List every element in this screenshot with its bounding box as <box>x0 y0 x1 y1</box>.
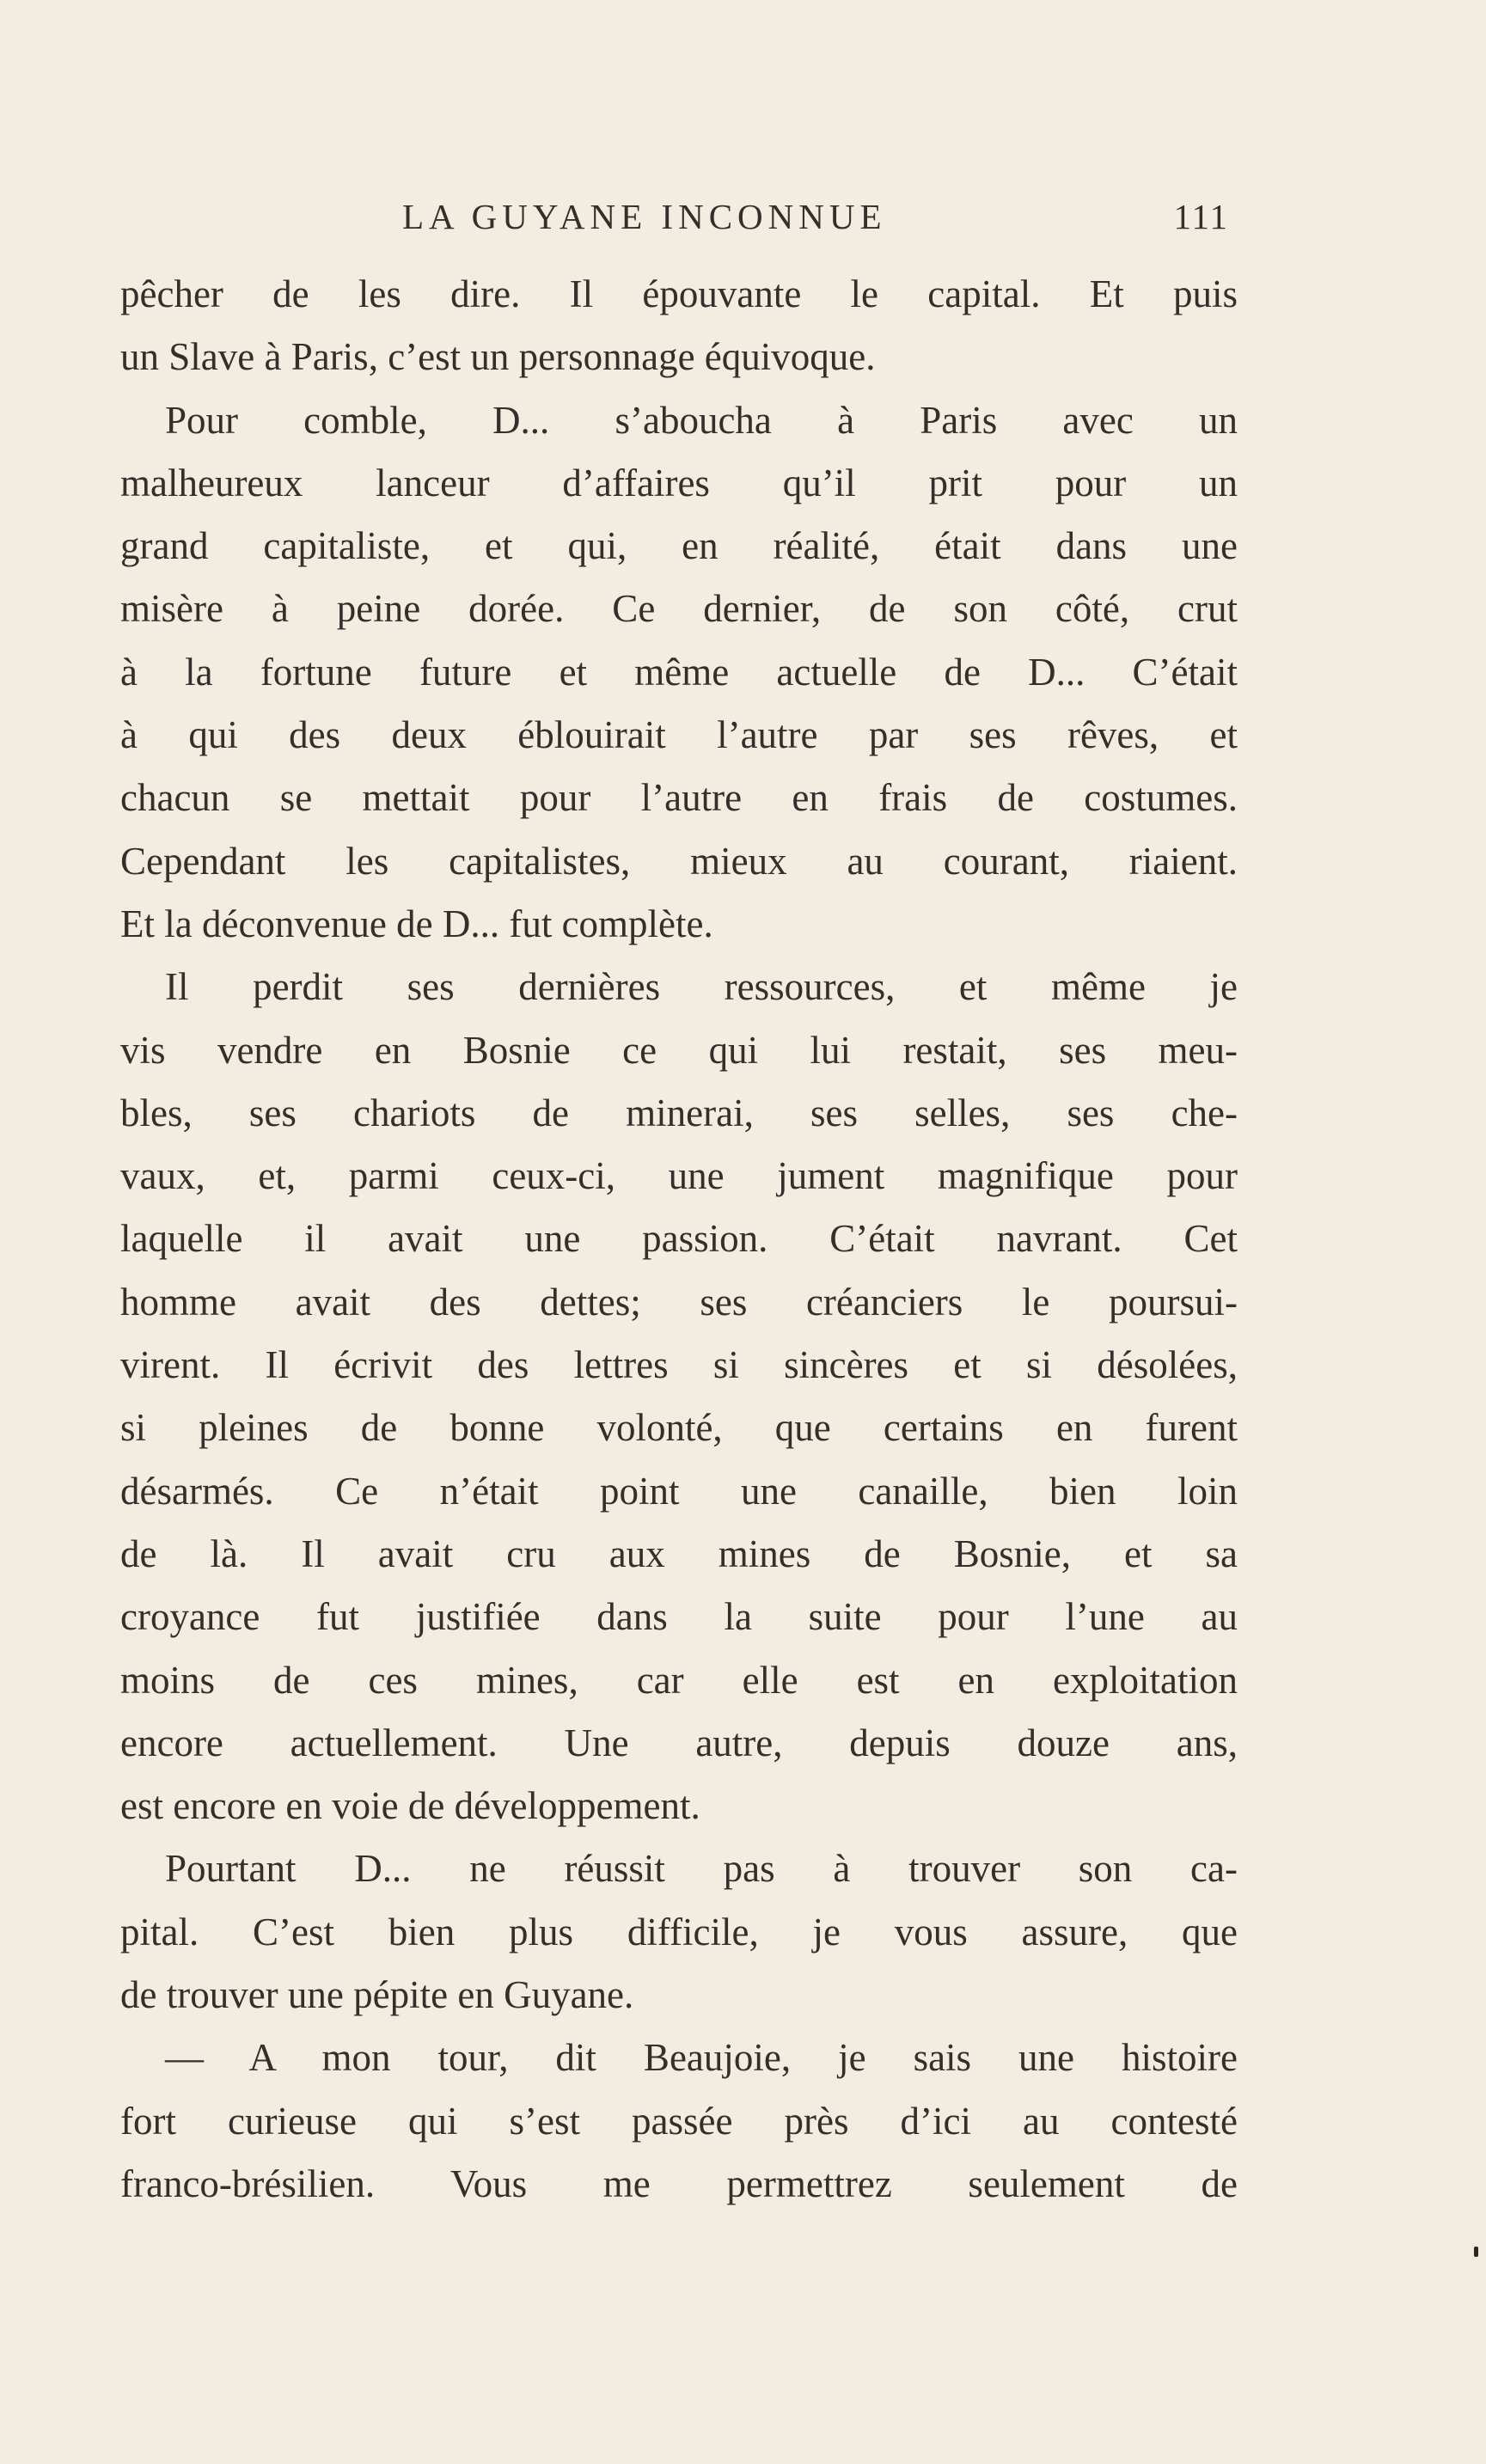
text-line: est encore en voie de développement. <box>120 1784 700 1828</box>
page-header <box>120 191 1229 242</box>
text-line: virent. Il écrivit des lettres si sincères et si désolées, <box>120 1343 1238 1387</box>
text-line: croyance fut justifiée dans la suite pour l’une au <box>120 1595 1238 1639</box>
text-line: Pour comble, D... s’aboucha à Paris avec un <box>165 398 1238 442</box>
text-line: vaux, et, parmi ceux-ci, une jument magnifique pour <box>120 1154 1238 1198</box>
text-line: homme avait des dettes; ses créanciers le poursui- <box>120 1280 1238 1324</box>
text-line: de là. Il avait cru aux mines de Bosnie, et sa <box>120 1532 1238 1575</box>
text-line: grand capitaliste, et qui, en réalité, était dans une <box>120 524 1238 568</box>
running-title: LA GUYANE INCONNUE <box>402 197 887 236</box>
text-line: pital. C’est bien plus difficile, je vous assure, que <box>120 1910 1238 1953</box>
text-line: vis vendre en Bosnie ce qui lui restait, ses meu- <box>120 1028 1238 1072</box>
text-line: Pourtant D... ne réussit pas à trouver son ca- <box>165 1847 1238 1891</box>
text-line: de trouver une pépite en Guyane. <box>120 1973 634 2017</box>
ink-speck <box>1474 2247 1478 2257</box>
text-line: Et la déconvenue de D... fut complète. <box>120 902 713 945</box>
text-line: franco-brésilien. Vous me permettrez seulement de <box>120 2161 1238 2205</box>
text-line: malheureux lanceur d’affaires qu’il prit pour un <box>120 461 1238 504</box>
text-line: pêcher de les dire. Il épouvante le capital. Et puis <box>120 272 1238 315</box>
text-line: désarmés. Ce n’était point une canaille, bien loin <box>120 1469 1238 1513</box>
text-line: fort curieuse qui s’est passée près d’ici au contesté <box>120 2099 1238 2143</box>
text-line: à qui des deux éblouirait l’autre par ses rêves, et <box>120 713 1238 757</box>
text-line: bles, ses chariots de minerai, ses selles, ses che- <box>120 1091 1238 1134</box>
body-text <box>120 263 1238 2216</box>
text-line: encore actuellement. Une autre, depuis douze ans, <box>120 1721 1238 1764</box>
text-line: chacun se mettait pour l’autre en frais de costumes. <box>120 776 1238 820</box>
text-line: Cependant les capitalistes, mieux au courant, riaient. <box>120 839 1238 883</box>
text-line: un Slave à Paris, c’est un personnage équivoque. <box>120 335 876 379</box>
page-number: 111 <box>1173 197 1229 236</box>
text-line: si pleines de bonne volonté, que certains en furent <box>120 1406 1238 1450</box>
text-line: à la fortune future et même actuelle de D... C’était <box>120 650 1238 694</box>
text-line: moins de ces mines, car elle est en exploitation <box>120 1658 1238 1702</box>
text-line: Il perdit ses dernières ressources, et même je <box>165 965 1238 1009</box>
text-line: — A mon tour, dit Beaujoie, je sais une histoire <box>165 2036 1238 2080</box>
text-line: laquelle il avait une passion. C’était navrant. Cet <box>120 1217 1238 1261</box>
text-line: misère à peine dorée. Ce dernier, de son côté, crut <box>120 587 1238 631</box>
